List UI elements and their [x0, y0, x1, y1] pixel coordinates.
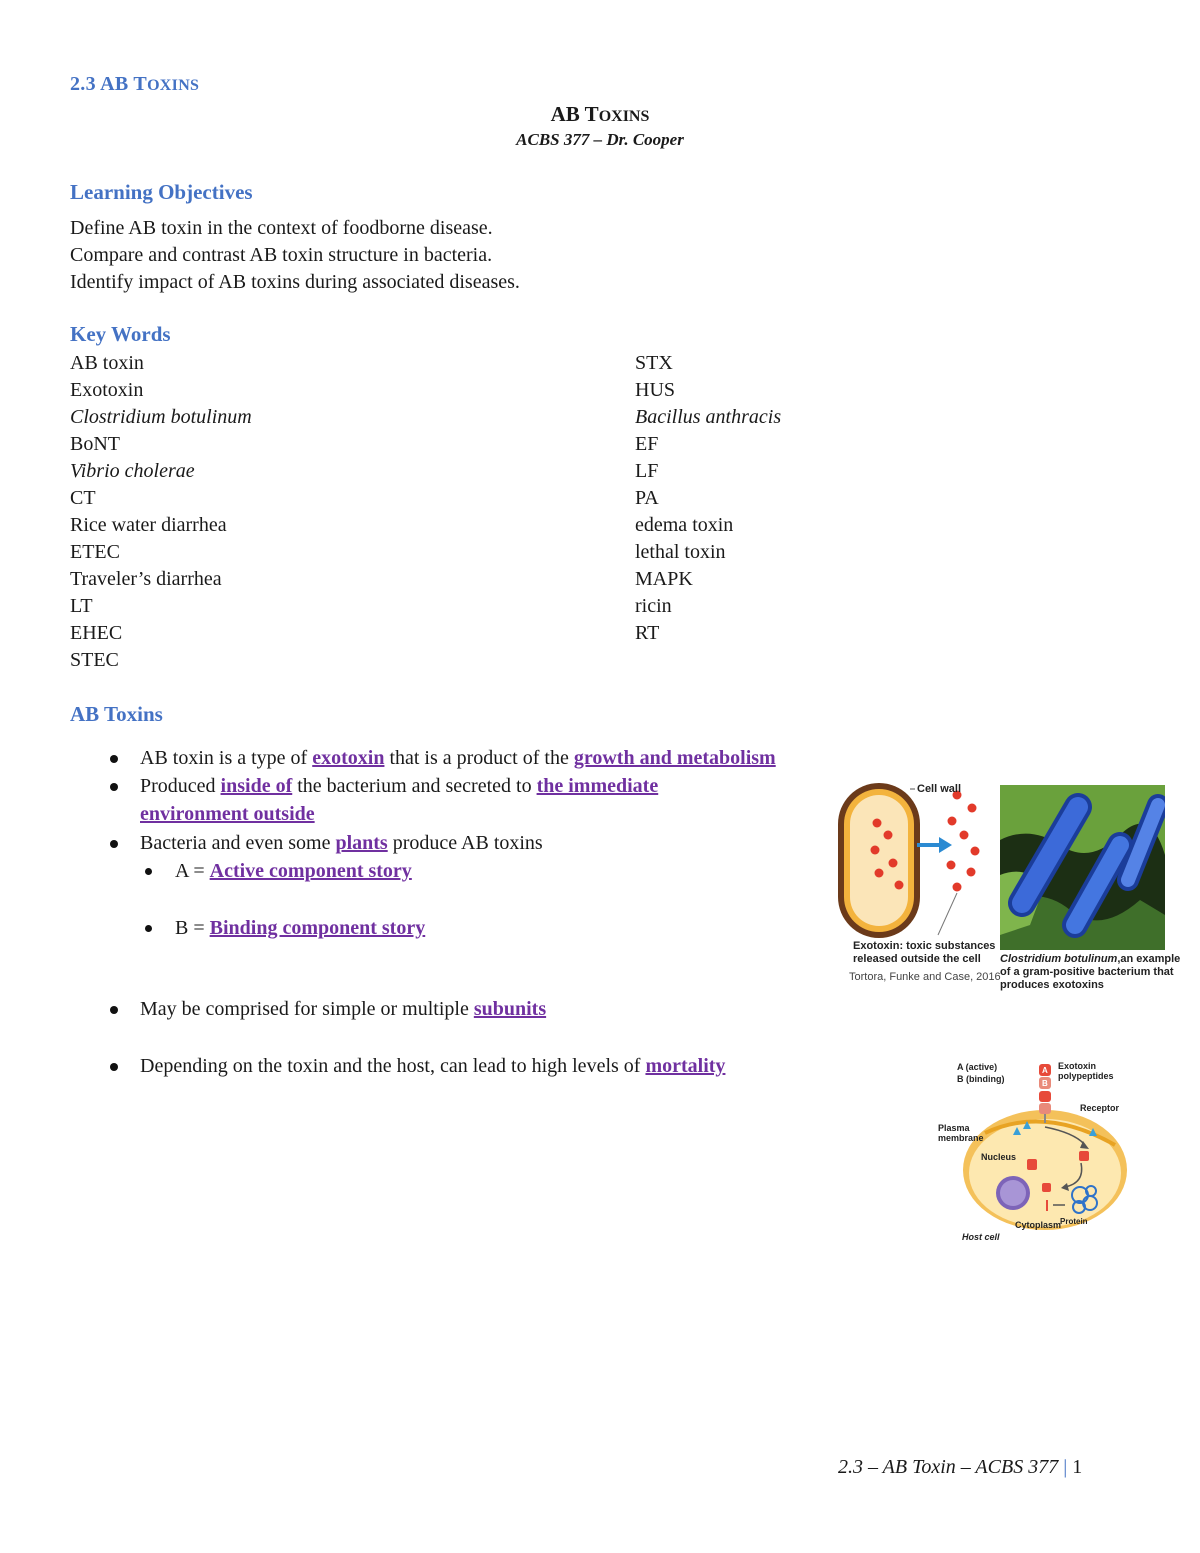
sub-bullet-dot: [145, 868, 152, 875]
bullet-text: the bacterium and secreted to: [292, 775, 537, 797]
ab-toxins-heading: AB Toxins: [70, 702, 163, 726]
bullet-item: [140, 744, 776, 772]
bullet-dot: [110, 1006, 118, 1014]
sub-bullet-item: [175, 914, 425, 942]
bullet-text: produce AB toxins: [387, 832, 543, 854]
key-word: HUS: [635, 379, 676, 401]
caption-line: ,an example: [1117, 953, 1181, 965]
answer-mortality: mortality: [645, 1055, 726, 1077]
footer-text: 2.3 – AB Toxin – ACBS 377: [838, 1456, 1064, 1478]
bullet-text: Bacteria and even some: [140, 832, 336, 854]
label-line: membrane: [938, 1133, 984, 1143]
section-header: [70, 73, 199, 96]
page-title: [0, 102, 1200, 127]
plasma-membrane-label: [938, 1123, 984, 1143]
bullet-item-continuation: [140, 800, 315, 828]
host-cell-label: Host cell: [962, 1232, 1000, 1242]
label-line: Plasma: [938, 1123, 970, 1133]
bullet-text: Depending on the toxin and the host, can lead to high levels of: [140, 1055, 646, 1077]
key-word: STX: [635, 352, 673, 374]
answer-plants: plants: [335, 832, 388, 854]
key-word: lethal toxin: [635, 541, 726, 563]
label-line: Exotoxin: [1058, 1061, 1097, 1071]
cytoplasm-label: Cytoplasm: [1015, 1220, 1062, 1230]
answer-binding-component: Binding component story: [209, 917, 426, 939]
key-word: AB toxin: [70, 352, 144, 374]
exotoxin-label: [1058, 1061, 1114, 1081]
key-word: EHEC: [70, 622, 123, 644]
exotoxin-diagram: [835, 775, 995, 945]
bullet-item: [140, 995, 546, 1023]
bullet-item: [140, 772, 658, 800]
key-word: EF: [635, 433, 659, 455]
caption-line: released outside the cell: [853, 953, 981, 965]
course-subtitle: ACBS 377 – Dr. Cooper: [516, 130, 684, 149]
label-line: polypeptides: [1058, 1071, 1114, 1081]
answer-exotoxin: exotoxin: [312, 747, 385, 769]
figure-credit: Tortora, Funke and Case, 2016: [849, 971, 1001, 983]
protein-label: Protein: [1060, 1217, 1088, 1226]
key-word: edema toxin: [635, 514, 734, 536]
caption-line: produces exotoxins: [1000, 979, 1104, 991]
footer-separator: |: [1063, 1456, 1068, 1478]
bullet-dot: [110, 783, 118, 791]
bullet-text: that is a product of the: [384, 747, 574, 769]
key-word: Vibrio cholerae: [70, 460, 195, 482]
legend-active: A (active): [957, 1062, 998, 1072]
key-word: Traveler’s diarrhea: [70, 568, 222, 590]
key-word: ETEC: [70, 541, 120, 563]
answer-inside-of: inside of: [220, 775, 293, 797]
cell-wall-text: Cell wall: [917, 783, 962, 795]
answer-active-component: Active component story: [209, 860, 412, 882]
key-word: Exotoxin: [70, 379, 144, 401]
species-name: Clostridium botulinum: [1000, 953, 1118, 965]
learning-objectives-heading: Learning Objectives: [70, 180, 253, 204]
key-word: PA: [635, 487, 659, 509]
bullet-item: [140, 1052, 725, 1080]
answer-subunits: subunits: [473, 998, 547, 1020]
page-footer: [838, 1456, 1082, 1479]
key-word: STEC: [70, 649, 119, 671]
bacteria-micrograph: [1000, 785, 1165, 950]
key-word: Clostridium botulinum: [70, 406, 252, 428]
sub-bullet-item: [175, 857, 412, 885]
micrograph-caption: [1000, 953, 1190, 992]
bullet-text: AB toxin is a type of: [140, 747, 313, 769]
bullet-item: [140, 829, 543, 857]
bullet-text: Produced: [140, 775, 221, 797]
bullet-text: May be comprised for simple or multiple: [140, 998, 474, 1020]
exotoxin-figure: [835, 775, 1185, 1000]
key-word: BoNT: [70, 433, 120, 455]
learning-objectives-list: [70, 215, 520, 296]
sub-bullet-dot: [145, 925, 152, 932]
key-words-right-column: [635, 350, 781, 647]
objective-item: Compare and contrast AB toxin structure in bacteria.: [70, 244, 493, 266]
answer-growth-metabolism: growth and metabolism: [573, 747, 776, 769]
key-word: RT: [635, 622, 660, 644]
bullet-text: B =: [175, 917, 210, 939]
objective-item: Identify impact of AB toxins during associated diseases.: [70, 271, 520, 293]
bullet-dot: [110, 1063, 118, 1071]
key-word: Rice water diarrhea: [70, 514, 227, 536]
key-word: LF: [635, 460, 659, 482]
nucleus-label: Nucleus: [981, 1152, 1017, 1162]
badge-a: A: [1042, 1066, 1048, 1075]
receptor-label: Receptor: [1080, 1103, 1120, 1113]
key-word: CT: [70, 487, 96, 509]
bullet-dot: [110, 755, 118, 763]
objective-item: Define AB toxin in the context of foodborne disease.: [70, 217, 493, 239]
legend-binding: B (binding): [957, 1074, 1005, 1084]
key-word: MAPK: [635, 568, 693, 590]
answer-environment-outside: environment outside: [140, 803, 315, 825]
key-word: LT: [70, 595, 93, 617]
key-word: ricin: [635, 595, 672, 617]
host-cell-figure: [935, 1055, 1135, 1245]
key-word: Bacillus anthracis: [635, 406, 782, 428]
bullet-text: A =: [175, 860, 210, 882]
bullet-dot: [110, 840, 118, 848]
cell-wall-label: [917, 783, 961, 796]
key-words-heading: Key Words: [70, 322, 171, 346]
caption-line: of a gram-positive bacterium that: [1000, 966, 1174, 978]
title-rest: OXINS: [598, 108, 650, 125]
section-title-rest: OXINS: [147, 77, 200, 94]
exotoxin-caption: [853, 940, 995, 966]
caption-line: Exotoxin: toxic substances: [853, 940, 996, 952]
section-number: 2.3 AB T: [70, 73, 148, 95]
badge-b: B: [1042, 1079, 1048, 1088]
title-first: AB T: [550, 102, 599, 126]
answer-immediate-environment: the immediate: [536, 775, 659, 797]
page-number: 1: [1067, 1456, 1083, 1478]
key-words-left-column: [70, 350, 252, 674]
